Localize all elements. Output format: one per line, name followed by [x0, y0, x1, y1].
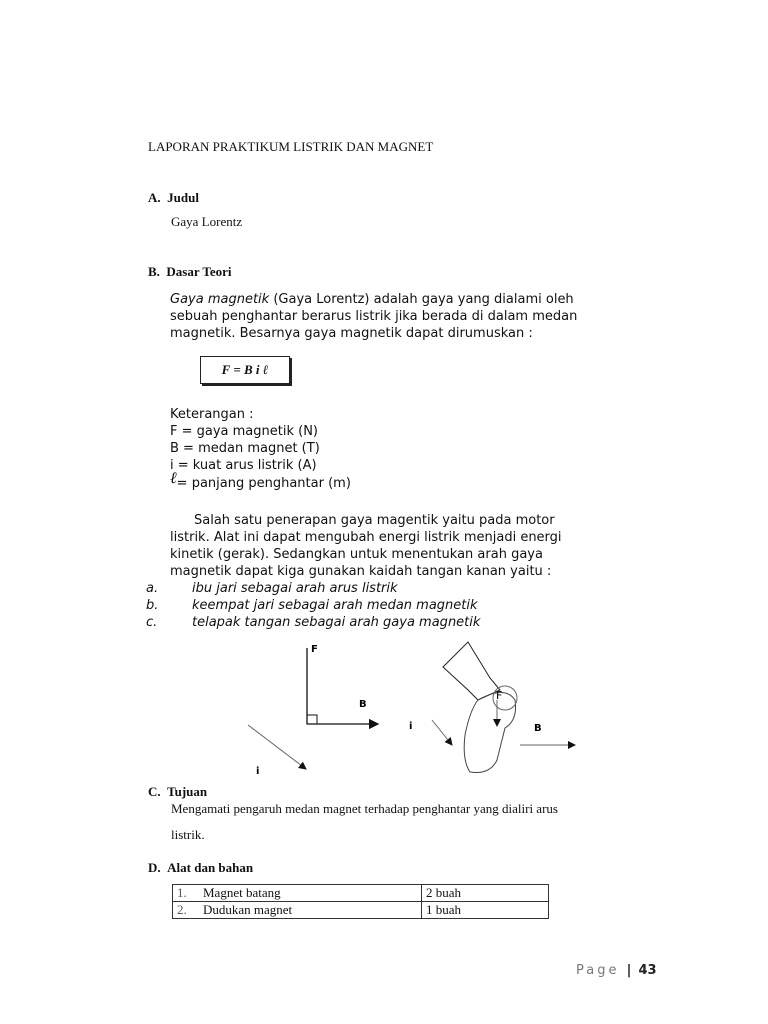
section-title: Alat dan bahan [167, 860, 254, 875]
hand-label-b: B [534, 723, 542, 734]
hand-current-arrow [432, 720, 452, 745]
item-cell [173, 885, 422, 902]
italic-term: Gaya magnetik [170, 292, 270, 307]
table-row [173, 885, 549, 902]
section-marker: B. [148, 264, 160, 279]
sleeve-icon [443, 642, 503, 702]
section-title: Tujuan [167, 784, 208, 799]
formula-box: F = B i ℓ [200, 356, 290, 384]
document-title: LAPORAN PRAKTIKUM LISTRIK DAN MAGNET [148, 139, 434, 154]
text-line: sebuah penghantar berarus listrik jika berada di dalam medan [170, 309, 578, 324]
current-arrow [248, 725, 306, 769]
list-marker: a. [146, 581, 159, 596]
list-marker: c. [146, 615, 158, 630]
hand-label-i: i [409, 721, 413, 732]
qty-cell: 2 buah [422, 885, 549, 902]
list-marker: b. [146, 598, 159, 613]
row-number: 1. [177, 885, 187, 900]
section-title: Dasar Teori [166, 264, 232, 279]
list-text: keempat jari sebagai arah medan magnetik [192, 598, 478, 613]
section-d-heading [148, 860, 253, 876]
item-name: Magnet batang [203, 885, 281, 900]
label-f: F [311, 644, 318, 655]
page-number: 43 [638, 963, 657, 978]
purpose-line: Mengamati pengaruh medan magnet terhadap penghantar yang dialiri arus [171, 801, 558, 816]
legend-title: Keterangan : [170, 407, 254, 422]
qty-cell: 1 buah [422, 902, 549, 919]
axes-diagram [248, 644, 378, 777]
label-b: B [359, 699, 367, 710]
hand-label-f: F [496, 689, 503, 702]
right-angle-mark [307, 715, 317, 724]
text-line: (Gaya Lorentz) adalah gaya yang dialami oleh [269, 292, 574, 307]
row-number: 2. [177, 902, 187, 917]
label-i: i [256, 766, 260, 777]
hand-icon [464, 693, 515, 773]
legend-item: = panjang penghantar (m) [176, 476, 351, 491]
section-marker: C. [148, 784, 161, 799]
legend-item: B = medan magnet (T) [170, 441, 320, 456]
list-text: ibu jari sebagai arah arus listrik [192, 581, 398, 596]
table-row [173, 902, 549, 919]
list-text: telapak tangan sebagai arah gaya magnetik [192, 615, 481, 630]
section-c-heading [148, 784, 207, 800]
purpose-line: listrik. [171, 827, 205, 842]
item-cell [173, 902, 422, 919]
text-line: kinetik (gerak). Sedangkan untuk menentukan arah gaya [170, 547, 543, 562]
right-hand-diagram [409, 642, 575, 773]
page-footer [576, 963, 657, 978]
legend-item: F = gaya magnetik (N) [170, 424, 319, 439]
text-line: magnetik dapat kiga gunakan kaidah tangan kanan yaitu : [170, 564, 552, 579]
text-line: magnetik. Besarnya gaya magnetik dapat dirumuskan : [170, 326, 533, 341]
page-label: Page [576, 963, 620, 978]
separator: | [626, 963, 632, 978]
section-title: Judul [167, 190, 199, 205]
section-a-text: Gaya Lorentz [171, 214, 243, 229]
text-line: listrik. Alat ini dapat mengubah energi listrik menjadi energi [170, 530, 562, 545]
legend-item: i = kuat arus listrik (A) [170, 458, 317, 473]
text-line: Salah satu penerapan gaya magentik yaitu pada motor [194, 513, 555, 528]
materials-table [172, 884, 549, 919]
section-marker: A. [148, 190, 161, 205]
length-symbol: ℓ [170, 470, 177, 487]
section-marker: D. [148, 860, 161, 875]
item-name: Dudukan magnet [203, 902, 293, 917]
